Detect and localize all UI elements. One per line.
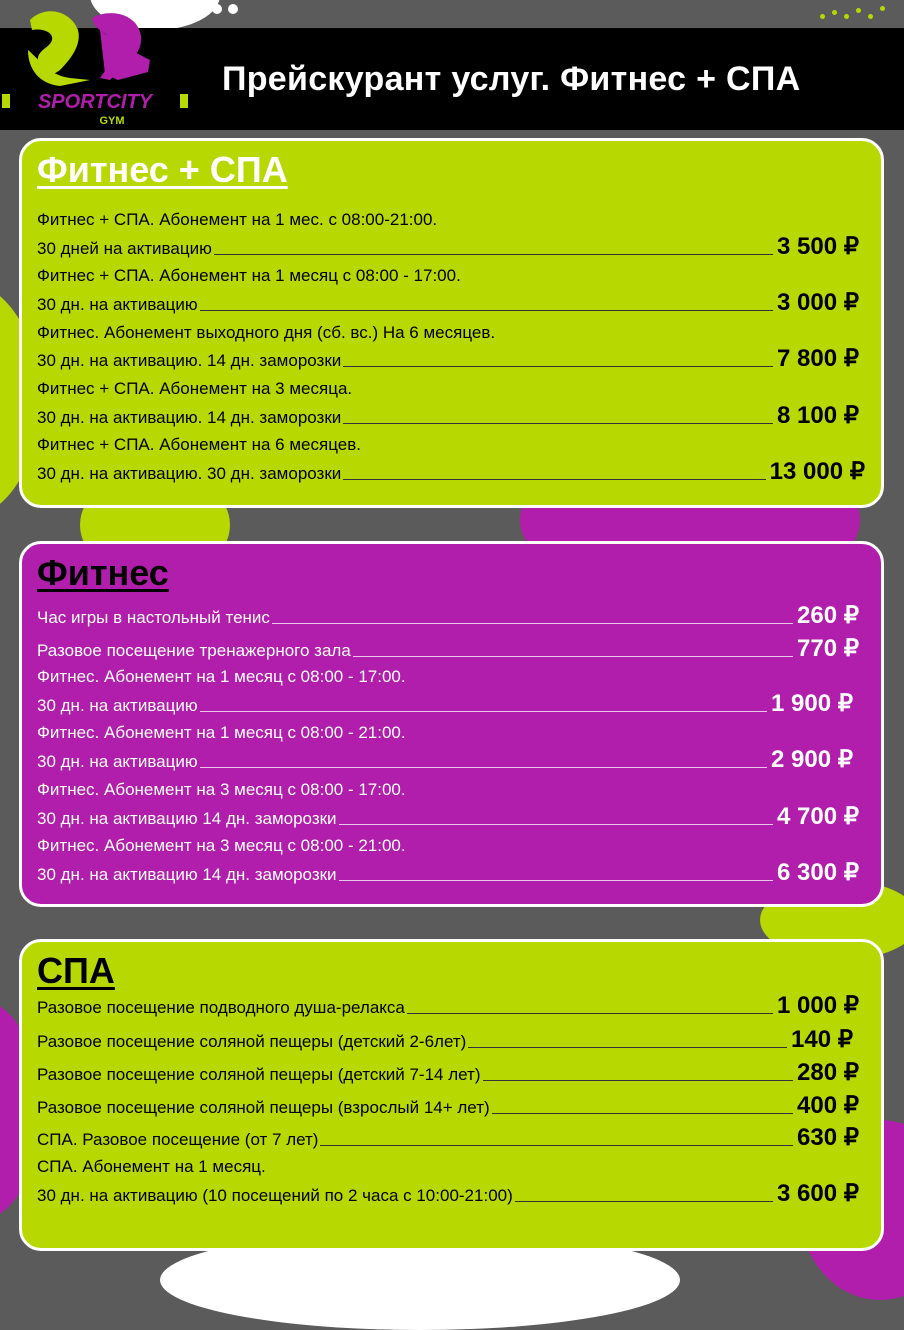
item-line1: Фитнес. Абонемент на 3 месяц с 08:00 - 17:00. xyxy=(37,780,406,799)
price-row xyxy=(37,347,877,371)
price-row xyxy=(37,460,877,484)
item-line1: Фитнес + СПА. Абонемент на 3 месяца. xyxy=(37,379,353,398)
item-price: 1 000 ₽ xyxy=(777,992,859,1019)
item-label: 30 дн. на активацию. 30 дн. заморозки xyxy=(37,464,342,483)
item-label: Разовое посещение тренажерного зала xyxy=(37,641,351,660)
leader-line xyxy=(200,710,767,712)
section-fitness-spa xyxy=(19,138,884,508)
leader-line xyxy=(343,365,773,367)
item-price: 630 ₽ xyxy=(797,1124,859,1151)
item-line1: Фитнес. Абонемент на 1 месяц с 08:00 - 21:00. xyxy=(37,723,406,742)
item-line1: СПА. Абонемент на 1 месяц. xyxy=(37,1157,266,1176)
price-row xyxy=(37,235,877,259)
item-line1: Фитнес + СПА. Абонемент на 1 мес. с 08:00-21:00. xyxy=(37,210,438,229)
item-price: 13 000 ₽ xyxy=(769,458,865,485)
item-label: 30 дн. на активацию. 14 дн. заморозки xyxy=(37,408,342,427)
price-row xyxy=(37,805,877,829)
item-label: 30 дн. на активацию (10 посещений по 2 часа с 10:00-21:00) xyxy=(37,1186,513,1205)
item-price: 8 100 ₽ xyxy=(777,402,859,429)
logo-text: SPORTCITY xyxy=(37,91,153,113)
item-line1: Фитнес. Абонемент на 3 месяц с 08:00 - 21:00. xyxy=(37,836,406,855)
price-row xyxy=(37,637,877,661)
logo-subtext: GYM xyxy=(99,115,125,127)
price-row xyxy=(37,1126,877,1150)
item-label: Разовое посещение соляной пещеры (детский 7-14 лет) xyxy=(37,1065,481,1084)
section-fitness xyxy=(19,541,884,907)
item-line1: Фитнес. Абонемент выходного дня (сб. вс.) На 6 месяцев. xyxy=(37,323,496,342)
price-row xyxy=(37,1094,877,1118)
item-price: 2 900 ₽ xyxy=(771,746,853,773)
item-label: 30 дн. на активацию xyxy=(37,696,198,715)
leader-line xyxy=(468,1046,787,1048)
leader-line xyxy=(214,253,773,255)
price-row xyxy=(37,404,877,428)
item-price: 7 800 ₽ xyxy=(777,345,859,372)
item-price: 3 600 ₽ xyxy=(777,1180,859,1207)
leader-line xyxy=(515,1200,773,1202)
item-label: 30 дн. на активацию. 14 дн. заморозки xyxy=(37,351,342,370)
item-price: 3 500 ₽ xyxy=(777,233,859,260)
price-row xyxy=(37,604,877,628)
item-price: 6 300 ₽ xyxy=(777,859,859,886)
leader-line xyxy=(343,422,773,424)
item-label: Разовое посещение соляной пещеры (взрослый 14+ лет) xyxy=(37,1098,490,1117)
leader-line xyxy=(339,879,773,881)
section-title: СПА xyxy=(37,950,115,991)
item-line1: Фитнес + СПА. Абонемент на 1 месяц с 08:00 - 17:00. xyxy=(37,266,461,285)
leader-line xyxy=(339,823,773,825)
item-label: 30 дней на активацию xyxy=(37,239,212,258)
leader-line xyxy=(272,622,793,624)
item-price: 400 ₽ xyxy=(797,1092,859,1119)
section-title: Фитнес xyxy=(37,552,169,593)
item-price: 280 ₽ xyxy=(797,1059,859,1086)
leader-line xyxy=(200,309,773,311)
leader-line xyxy=(407,1012,773,1014)
section-title: Фитнес + СПА xyxy=(37,149,288,190)
price-row xyxy=(37,748,877,772)
leader-line xyxy=(320,1144,793,1146)
item-line1: Фитнес. Абонемент на 1 месяц с 08:00 - 17:00. xyxy=(37,667,406,686)
item-label: Разовое посещение соляной пещеры (детский 2-6лет) xyxy=(37,1032,467,1051)
price-row xyxy=(37,291,877,315)
item-price: 770 ₽ xyxy=(797,635,859,662)
item-label: 30 дн. на активацию 14 дн. заморозки xyxy=(37,865,337,884)
item-price: 4 700 ₽ xyxy=(777,803,859,830)
price-row xyxy=(37,692,877,716)
item-label: СПА. Разовое посещение (от 7 лет) xyxy=(37,1130,319,1149)
item-price: 140 ₽ xyxy=(791,1026,853,1053)
sportcity-logo xyxy=(0,0,190,130)
leader-line xyxy=(200,766,767,768)
leader-line xyxy=(492,1112,793,1114)
page-title: Прейскурант услуг. Фитнес + СПА xyxy=(222,60,801,98)
item-label: 30 дн. на активацию xyxy=(37,752,198,771)
price-row xyxy=(37,861,877,885)
leader-line xyxy=(483,1079,794,1081)
price-row xyxy=(37,1182,877,1206)
price-row xyxy=(37,1028,877,1052)
price-row xyxy=(37,994,877,1018)
item-price: 260 ₽ xyxy=(797,602,859,629)
item-price: 1 900 ₽ xyxy=(771,690,853,717)
item-label: 30 дн. на активацию xyxy=(37,295,198,314)
item-price: 3 000 ₽ xyxy=(777,289,859,316)
leader-line xyxy=(353,655,793,657)
price-row xyxy=(37,1061,877,1085)
section-spa xyxy=(19,939,884,1251)
item-label: 30 дн. на активацию 14 дн. заморозки xyxy=(37,809,337,828)
item-label: Разовое посещение подводного душа-релакса xyxy=(37,998,405,1017)
item-line1: Фитнес + СПА. Абонемент на 6 месяцев. xyxy=(37,435,361,454)
leader-line xyxy=(343,478,765,480)
item-label: Час игры в настольный тенис xyxy=(37,608,270,627)
